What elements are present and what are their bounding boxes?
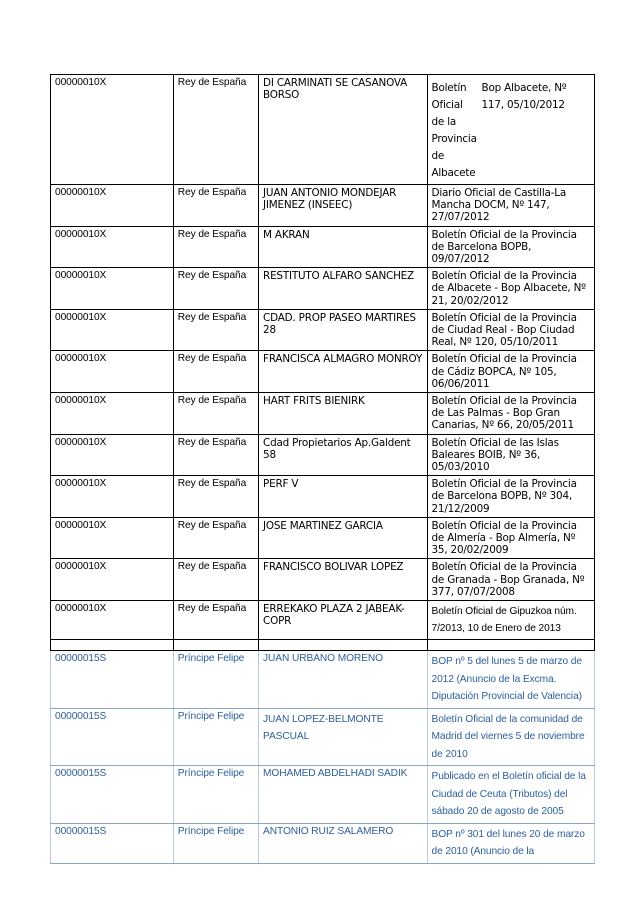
reference-line: Provincia xyxy=(431,133,477,145)
id-cell: 00000015S xyxy=(51,766,174,824)
table-row xyxy=(51,75,595,185)
id-cell: 00000010X xyxy=(51,517,174,559)
name-cell: MOHAMED ABDELHADI SADIK xyxy=(259,766,427,824)
reference-cell: Publicado en el Boletín oficial de la Ciudad de Ceuta (Tributos) del sábado 20 de agosto de 2005 xyxy=(427,766,594,824)
title-cell: Rey de España xyxy=(173,476,258,518)
title-cell: Rey de España xyxy=(173,309,258,351)
reference-line: de xyxy=(431,150,445,162)
table-row xyxy=(51,434,595,476)
id-cell: 00000010X xyxy=(51,226,174,268)
title-cell: Rey de España xyxy=(173,185,258,227)
name-cell: DI CARMINATI SE CASANOVA BORSO xyxy=(259,75,427,185)
reference-cell: Boletín Oficial de la Provincia de Albacete - Bop Albacete, Nº 21, 20/02/2012 xyxy=(427,268,594,310)
name-cell: ANTONIO RUIZ SALAMERO xyxy=(259,823,427,863)
name-cell: JUAN URBANO MORENO xyxy=(259,651,427,709)
name-cell: FRANCISCO BOLIVAR LOPEZ xyxy=(259,559,427,601)
name-cell: ERREKAKO PLAZA 2 JABEAK-COPR xyxy=(259,601,427,640)
title-cell: Rey de España xyxy=(173,393,258,435)
reference-cell: Boletín Oficial de la Provincia de Las Palmas - Bop Gran Canarias, Nº 66, 20/05/2011 xyxy=(427,393,594,435)
reference-line: de la xyxy=(431,116,457,128)
title-cell: Rey de España xyxy=(173,268,258,310)
reference-cell: Boletín Oficial de la Provincia de Ciudad Real - Bop Ciudad Real, Nº 120, 05/10/2011 xyxy=(427,309,594,351)
reference-cell: Boletín Oficial de Gipuzkoa núm. 7/2013, 10 de Enero de 2013 xyxy=(427,601,594,640)
table-row xyxy=(51,766,595,824)
name-cell: FRANCISCA ALMAGRO MONROY xyxy=(259,351,427,393)
table-row xyxy=(51,393,595,435)
id-cell: 00000015S xyxy=(51,823,174,863)
table-row xyxy=(51,559,595,601)
reference-line: Albacete xyxy=(431,167,476,179)
table-row xyxy=(51,601,595,640)
title-cell: Príncipe Felipe xyxy=(173,708,258,766)
reference-cell: Boletín Oficial de la comunidad de Madrid del viernes 5 de noviembre de 2010 xyxy=(427,708,594,766)
id-cell: 00000010X xyxy=(51,434,174,476)
name-cell: JUAN LOPEZ-BELMONTE PASCUAL xyxy=(259,708,427,766)
table-row xyxy=(51,268,595,310)
id-cell: 00000010X xyxy=(51,351,174,393)
reference-cell: Boletín Oficial de la Provincia de Cádiz BOPCA, Nº 105, 06/06/2011 xyxy=(427,351,594,393)
id-cell: 00000010X xyxy=(51,559,174,601)
title-cell: Príncipe Felipe xyxy=(173,766,258,824)
reference-line: Oficial xyxy=(431,99,463,111)
reference-line: Boletín xyxy=(431,82,467,94)
name-cell: Cdad Propietarios Ap.Galdent 58 xyxy=(259,434,427,476)
table-row xyxy=(51,185,595,227)
table-row xyxy=(51,517,595,559)
reference-cell: Boletín Oficial de la Provincia de Almería - Bop Almería, Nº 35, 20/02/2009 xyxy=(427,517,594,559)
title-cell: Rey de España xyxy=(173,75,258,185)
title-cell: Rey de España xyxy=(173,434,258,476)
id-cell: 00000015S xyxy=(51,651,174,709)
name-cell: PERF V xyxy=(259,476,427,518)
reference-detail: Bop Albacete, Nº 117, 05/10/2012 xyxy=(481,82,567,111)
title-cell: Rey de España xyxy=(173,559,258,601)
title-cell: Rey de España xyxy=(173,351,258,393)
id-cell: 00000010X xyxy=(51,185,174,227)
table-row xyxy=(51,651,595,709)
id-cell: 00000010X xyxy=(51,476,174,518)
reference-cell: BOP nº 5 del lunes 5 de marzo de 2012 (Anuncio de la Excma. Diputación Provincial de Valencia) xyxy=(427,651,594,709)
title-cell: Rey de España xyxy=(173,226,258,268)
document-page xyxy=(50,74,595,864)
table-row xyxy=(51,226,595,268)
name-cell: CDAD. PROP PASEO MARTIRES 28 xyxy=(259,309,427,351)
reference-cell: Boletín Oficial de la Provincia de Barcelona BOPB, Nº 304, 21/12/2009 xyxy=(427,476,594,518)
id-cell: 00000010X xyxy=(51,268,174,310)
name-cell: JUAN ANTONIO MONDEJAR JIMENEZ (INSEEC) xyxy=(259,185,427,227)
reference-cell: Diario Oficial de Castilla-La Mancha DOCM, Nº 147, 27/07/2012 xyxy=(427,185,594,227)
table-row xyxy=(51,351,595,393)
id-cell: 00000010X xyxy=(51,601,174,640)
table-row xyxy=(51,309,595,351)
id-cell: 00000015S xyxy=(51,708,174,766)
id-cell: 00000010X xyxy=(51,75,174,185)
title-cell: Rey de España xyxy=(173,517,258,559)
reference-cell: Boletín Oficial de las Islas Baleares BOIB, Nº 36, 05/03/2010 xyxy=(427,434,594,476)
reference-cell: Boletín Oficial de la Provincia de Granada - Bop Granada, Nº 377, 07/07/2008 xyxy=(427,559,594,601)
table-row xyxy=(51,708,595,766)
table-row xyxy=(51,823,595,863)
title-cell: Príncipe Felipe xyxy=(173,651,258,709)
reference-cell xyxy=(427,75,594,185)
name-cell: JOSE MARTINEZ GARCIA xyxy=(259,517,427,559)
table-spacer-row xyxy=(51,640,595,651)
reference-cell: Boletín Oficial de la Provincia de Barcelona BOPB, 09/07/2012 xyxy=(427,226,594,268)
title-cell: Príncipe Felipe xyxy=(173,823,258,863)
id-cell: 00000010X xyxy=(51,309,174,351)
id-cell: 00000010X xyxy=(51,393,174,435)
name-cell: RESTITUTO ALFARO SANCHEZ xyxy=(259,268,427,310)
name-cell: M AKRAN xyxy=(259,226,427,268)
title-cell: Rey de España xyxy=(173,601,258,640)
reference-cell: BOP nº 301 del lunes 20 de marzo de 2010 (Anuncio de la xyxy=(427,823,594,863)
records-table xyxy=(50,74,595,864)
name-cell: HART FRITS BIENIRK xyxy=(259,393,427,435)
table-row xyxy=(51,476,595,518)
